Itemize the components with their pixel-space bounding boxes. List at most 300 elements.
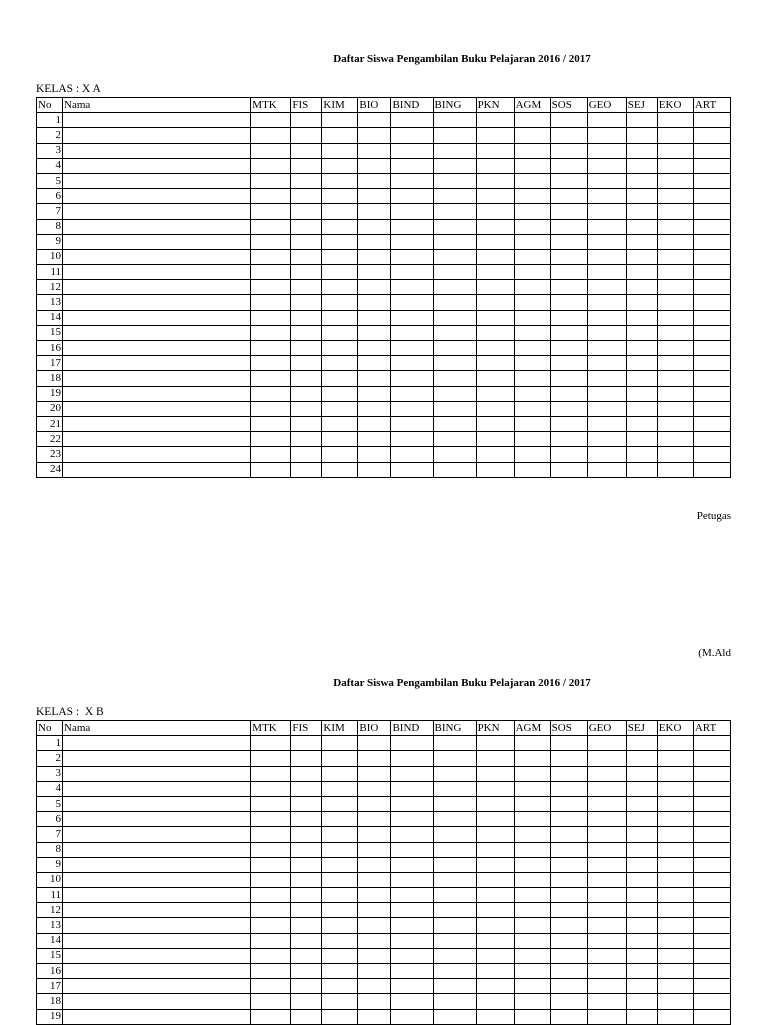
cell-bing[interactable]: [433, 356, 476, 371]
cell-fis[interactable]: [291, 948, 322, 963]
cell-art[interactable]: [693, 903, 730, 918]
cell-art[interactable]: [693, 173, 730, 188]
cell-fis[interactable]: [291, 143, 322, 158]
cell-sos[interactable]: [550, 432, 587, 447]
cell-agm[interactable]: [514, 280, 550, 295]
cell-kim[interactable]: [322, 128, 358, 143]
cell-sej[interactable]: [626, 143, 657, 158]
cell-pkn[interactable]: [476, 766, 514, 781]
cell-sej[interactable]: [626, 842, 657, 857]
cell-bio[interactable]: [358, 416, 391, 431]
cell-nama[interactable]: [63, 781, 251, 796]
cell-pkn[interactable]: [476, 204, 514, 219]
cell-pkn[interactable]: [476, 325, 514, 340]
cell-fis[interactable]: [291, 462, 322, 477]
cell-geo[interactable]: [587, 979, 626, 994]
cell-nama[interactable]: [63, 173, 251, 188]
cell-bind[interactable]: [391, 918, 433, 933]
cell-bio[interactable]: [358, 295, 391, 310]
cell-fis[interactable]: [291, 356, 322, 371]
cell-agm[interactable]: [514, 781, 550, 796]
cell-pkn[interactable]: [476, 356, 514, 371]
cell-pkn[interactable]: [476, 979, 514, 994]
cell-bio[interactable]: [358, 447, 391, 462]
cell-bing[interactable]: [433, 432, 476, 447]
cell-eko[interactable]: [657, 113, 693, 128]
cell-sos[interactable]: [550, 416, 587, 431]
cell-eko[interactable]: [657, 903, 693, 918]
cell-pkn[interactable]: [476, 280, 514, 295]
cell-agm[interactable]: [514, 173, 550, 188]
cell-mtk[interactable]: [251, 432, 291, 447]
cell-kim[interactable]: [322, 401, 358, 416]
cell-bind[interactable]: [391, 857, 433, 872]
cell-bio[interactable]: [358, 462, 391, 477]
cell-sos[interactable]: [550, 933, 587, 948]
cell-bing[interactable]: [433, 325, 476, 340]
cell-bind[interactable]: [391, 979, 433, 994]
cell-sos[interactable]: [550, 204, 587, 219]
cell-agm[interactable]: [514, 964, 550, 979]
cell-eko[interactable]: [657, 751, 693, 766]
cell-bing[interactable]: [433, 872, 476, 887]
cell-pkn[interactable]: [476, 341, 514, 356]
cell-sos[interactable]: [550, 143, 587, 158]
cell-kim[interactable]: [322, 918, 358, 933]
cell-pkn[interactable]: [476, 113, 514, 128]
cell-mtk[interactable]: [251, 128, 291, 143]
cell-fis[interactable]: [291, 736, 322, 751]
cell-geo[interactable]: [587, 781, 626, 796]
cell-bing[interactable]: [433, 173, 476, 188]
cell-bio[interactable]: [358, 1009, 391, 1024]
cell-art[interactable]: [693, 280, 730, 295]
cell-agm[interactable]: [514, 265, 550, 280]
cell-geo[interactable]: [587, 295, 626, 310]
cell-agm[interactable]: [514, 325, 550, 340]
cell-mtk[interactable]: [251, 143, 291, 158]
cell-bing[interactable]: [433, 371, 476, 386]
cell-geo[interactable]: [587, 173, 626, 188]
cell-bind[interactable]: [391, 219, 433, 234]
cell-fis[interactable]: [291, 1009, 322, 1024]
cell-eko[interactable]: [657, 766, 693, 781]
cell-art[interactable]: [693, 933, 730, 948]
cell-sej[interactable]: [626, 979, 657, 994]
cell-mtk[interactable]: [251, 964, 291, 979]
cell-art[interactable]: [693, 143, 730, 158]
cell-geo[interactable]: [587, 432, 626, 447]
cell-bind[interactable]: [391, 173, 433, 188]
cell-eko[interactable]: [657, 964, 693, 979]
cell-eko[interactable]: [657, 447, 693, 462]
cell-bio[interactable]: [358, 796, 391, 811]
cell-fis[interactable]: [291, 371, 322, 386]
cell-fis[interactable]: [291, 842, 322, 857]
cell-agm[interactable]: [514, 432, 550, 447]
cell-pkn[interactable]: [476, 265, 514, 280]
cell-sej[interactable]: [626, 462, 657, 477]
cell-mtk[interactable]: [251, 401, 291, 416]
cell-art[interactable]: [693, 447, 730, 462]
cell-agm[interactable]: [514, 888, 550, 903]
cell-art[interactable]: [693, 249, 730, 264]
cell-sej[interactable]: [626, 280, 657, 295]
cell-eko[interactable]: [657, 432, 693, 447]
cell-mtk[interactable]: [251, 751, 291, 766]
cell-mtk[interactable]: [251, 857, 291, 872]
cell-kim[interactable]: [322, 903, 358, 918]
cell-geo[interactable]: [587, 736, 626, 751]
cell-eko[interactable]: [657, 933, 693, 948]
cell-sos[interactable]: [550, 948, 587, 963]
cell-bio[interactable]: [358, 143, 391, 158]
cell-bind[interactable]: [391, 964, 433, 979]
cell-eko[interactable]: [657, 872, 693, 887]
cell-geo[interactable]: [587, 265, 626, 280]
cell-mtk[interactable]: [251, 204, 291, 219]
cell-geo[interactable]: [587, 416, 626, 431]
cell-geo[interactable]: [587, 948, 626, 963]
cell-mtk[interactable]: [251, 249, 291, 264]
cell-kim[interactable]: [322, 766, 358, 781]
cell-kim[interactable]: [322, 158, 358, 173]
cell-art[interactable]: [693, 416, 730, 431]
cell-kim[interactable]: [322, 386, 358, 401]
cell-art[interactable]: [693, 371, 730, 386]
cell-kim[interactable]: [322, 371, 358, 386]
cell-fis[interactable]: [291, 249, 322, 264]
cell-bind[interactable]: [391, 128, 433, 143]
cell-kim[interactable]: [322, 189, 358, 204]
cell-eko[interactable]: [657, 356, 693, 371]
cell-agm[interactable]: [514, 356, 550, 371]
cell-eko[interactable]: [657, 948, 693, 963]
cell-mtk[interactable]: [251, 356, 291, 371]
cell-agm[interactable]: [514, 827, 550, 842]
cell-bio[interactable]: [358, 234, 391, 249]
cell-bing[interactable]: [433, 857, 476, 872]
cell-agm[interactable]: [514, 386, 550, 401]
cell-agm[interactable]: [514, 736, 550, 751]
cell-bio[interactable]: [358, 341, 391, 356]
cell-geo[interactable]: [587, 827, 626, 842]
cell-bio[interactable]: [358, 265, 391, 280]
cell-fis[interactable]: [291, 310, 322, 325]
cell-nama[interactable]: [63, 979, 251, 994]
cell-geo[interactable]: [587, 356, 626, 371]
cell-bind[interactable]: [391, 812, 433, 827]
cell-eko[interactable]: [657, 128, 693, 143]
cell-bind[interactable]: [391, 234, 433, 249]
cell-art[interactable]: [693, 432, 730, 447]
cell-eko[interactable]: [657, 1009, 693, 1024]
cell-kim[interactable]: [322, 827, 358, 842]
cell-pkn[interactable]: [476, 189, 514, 204]
cell-eko[interactable]: [657, 249, 693, 264]
cell-agm[interactable]: [514, 447, 550, 462]
cell-nama[interactable]: [63, 948, 251, 963]
cell-bing[interactable]: [433, 128, 476, 143]
cell-geo[interactable]: [587, 249, 626, 264]
cell-sej[interactable]: [626, 158, 657, 173]
cell-kim[interactable]: [322, 751, 358, 766]
cell-sos[interactable]: [550, 234, 587, 249]
cell-nama[interactable]: [63, 113, 251, 128]
cell-art[interactable]: [693, 1009, 730, 1024]
cell-sos[interactable]: [550, 310, 587, 325]
cell-sos[interactable]: [550, 751, 587, 766]
cell-bind[interactable]: [391, 113, 433, 128]
cell-bing[interactable]: [433, 736, 476, 751]
cell-sos[interactable]: [550, 158, 587, 173]
cell-bind[interactable]: [391, 143, 433, 158]
cell-bing[interactable]: [433, 280, 476, 295]
cell-sej[interactable]: [626, 204, 657, 219]
cell-art[interactable]: [693, 888, 730, 903]
cell-bio[interactable]: [358, 857, 391, 872]
cell-nama[interactable]: [63, 736, 251, 751]
cell-sos[interactable]: [550, 295, 587, 310]
cell-art[interactable]: [693, 158, 730, 173]
cell-geo[interactable]: [587, 994, 626, 1009]
cell-bing[interactable]: [433, 158, 476, 173]
cell-bio[interactable]: [358, 994, 391, 1009]
cell-pkn[interactable]: [476, 857, 514, 872]
cell-agm[interactable]: [514, 766, 550, 781]
cell-sos[interactable]: [550, 918, 587, 933]
cell-agm[interactable]: [514, 341, 550, 356]
cell-geo[interactable]: [587, 1009, 626, 1024]
cell-pkn[interactable]: [476, 903, 514, 918]
cell-agm[interactable]: [514, 796, 550, 811]
cell-bing[interactable]: [433, 416, 476, 431]
cell-nama[interactable]: [63, 432, 251, 447]
cell-eko[interactable]: [657, 325, 693, 340]
cell-bing[interactable]: [433, 766, 476, 781]
cell-bind[interactable]: [391, 280, 433, 295]
cell-sos[interactable]: [550, 401, 587, 416]
cell-mtk[interactable]: [251, 918, 291, 933]
cell-art[interactable]: [693, 295, 730, 310]
cell-art[interactable]: [693, 964, 730, 979]
cell-bind[interactable]: [391, 1009, 433, 1024]
cell-fis[interactable]: [291, 979, 322, 994]
cell-sos[interactable]: [550, 325, 587, 340]
cell-kim[interactable]: [322, 341, 358, 356]
cell-fis[interactable]: [291, 325, 322, 340]
cell-geo[interactable]: [587, 310, 626, 325]
cell-mtk[interactable]: [251, 827, 291, 842]
cell-agm[interactable]: [514, 1009, 550, 1024]
cell-pkn[interactable]: [476, 158, 514, 173]
cell-kim[interactable]: [322, 416, 358, 431]
cell-eko[interactable]: [657, 416, 693, 431]
cell-sej[interactable]: [626, 386, 657, 401]
cell-fis[interactable]: [291, 341, 322, 356]
cell-agm[interactable]: [514, 128, 550, 143]
cell-pkn[interactable]: [476, 827, 514, 842]
cell-bing[interactable]: [433, 249, 476, 264]
cell-mtk[interactable]: [251, 189, 291, 204]
cell-sej[interactable]: [626, 903, 657, 918]
cell-fis[interactable]: [291, 295, 322, 310]
cell-pkn[interactable]: [476, 128, 514, 143]
cell-mtk[interactable]: [251, 994, 291, 1009]
cell-eko[interactable]: [657, 401, 693, 416]
cell-eko[interactable]: [657, 234, 693, 249]
cell-sos[interactable]: [550, 842, 587, 857]
cell-bind[interactable]: [391, 386, 433, 401]
cell-art[interactable]: [693, 827, 730, 842]
cell-kim[interactable]: [322, 842, 358, 857]
cell-geo[interactable]: [587, 462, 626, 477]
cell-geo[interactable]: [587, 401, 626, 416]
cell-sej[interactable]: [626, 1009, 657, 1024]
cell-bing[interactable]: [433, 341, 476, 356]
cell-geo[interactable]: [587, 234, 626, 249]
cell-bing[interactable]: [433, 781, 476, 796]
cell-geo[interactable]: [587, 204, 626, 219]
cell-sos[interactable]: [550, 447, 587, 462]
cell-art[interactable]: [693, 265, 730, 280]
cell-agm[interactable]: [514, 219, 550, 234]
cell-pkn[interactable]: [476, 781, 514, 796]
cell-mtk[interactable]: [251, 371, 291, 386]
cell-kim[interactable]: [322, 234, 358, 249]
cell-fis[interactable]: [291, 751, 322, 766]
cell-sos[interactable]: [550, 128, 587, 143]
cell-geo[interactable]: [587, 812, 626, 827]
cell-geo[interactable]: [587, 189, 626, 204]
cell-fis[interactable]: [291, 280, 322, 295]
cell-geo[interactable]: [587, 280, 626, 295]
cell-pkn[interactable]: [476, 432, 514, 447]
cell-sej[interactable]: [626, 933, 657, 948]
cell-sej[interactable]: [626, 128, 657, 143]
cell-eko[interactable]: [657, 189, 693, 204]
cell-fis[interactable]: [291, 416, 322, 431]
cell-bio[interactable]: [358, 173, 391, 188]
cell-bing[interactable]: [433, 888, 476, 903]
cell-fis[interactable]: [291, 432, 322, 447]
cell-mtk[interactable]: [251, 219, 291, 234]
cell-bing[interactable]: [433, 1009, 476, 1024]
cell-sos[interactable]: [550, 386, 587, 401]
cell-pkn[interactable]: [476, 933, 514, 948]
cell-kim[interactable]: [322, 736, 358, 751]
cell-fis[interactable]: [291, 872, 322, 887]
cell-bing[interactable]: [433, 903, 476, 918]
cell-bing[interactable]: [433, 113, 476, 128]
cell-sos[interactable]: [550, 781, 587, 796]
cell-bio[interactable]: [358, 280, 391, 295]
cell-nama[interactable]: [63, 234, 251, 249]
cell-eko[interactable]: [657, 204, 693, 219]
cell-sos[interactable]: [550, 903, 587, 918]
cell-art[interactable]: [693, 918, 730, 933]
cell-eko[interactable]: [657, 812, 693, 827]
cell-nama[interactable]: [63, 827, 251, 842]
cell-fis[interactable]: [291, 447, 322, 462]
cell-mtk[interactable]: [251, 842, 291, 857]
cell-art[interactable]: [693, 796, 730, 811]
cell-sos[interactable]: [550, 994, 587, 1009]
cell-agm[interactable]: [514, 189, 550, 204]
cell-eko[interactable]: [657, 994, 693, 1009]
cell-bind[interactable]: [391, 766, 433, 781]
cell-art[interactable]: [693, 386, 730, 401]
cell-bing[interactable]: [433, 994, 476, 1009]
cell-kim[interactable]: [322, 265, 358, 280]
cell-agm[interactable]: [514, 371, 550, 386]
cell-eko[interactable]: [657, 280, 693, 295]
cell-bio[interactable]: [358, 325, 391, 340]
cell-art[interactable]: [693, 781, 730, 796]
cell-bing[interactable]: [433, 310, 476, 325]
cell-bio[interactable]: [358, 219, 391, 234]
cell-nama[interactable]: [63, 903, 251, 918]
cell-pkn[interactable]: [476, 812, 514, 827]
cell-geo[interactable]: [587, 903, 626, 918]
cell-bing[interactable]: [433, 842, 476, 857]
cell-geo[interactable]: [587, 857, 626, 872]
cell-nama[interactable]: [63, 204, 251, 219]
cell-bio[interactable]: [358, 736, 391, 751]
cell-kim[interactable]: [322, 1009, 358, 1024]
cell-sos[interactable]: [550, 796, 587, 811]
cell-sej[interactable]: [626, 113, 657, 128]
cell-bing[interactable]: [433, 234, 476, 249]
cell-nama[interactable]: [63, 219, 251, 234]
cell-bio[interactable]: [358, 842, 391, 857]
cell-pkn[interactable]: [476, 948, 514, 963]
cell-fis[interactable]: [291, 888, 322, 903]
cell-mtk[interactable]: [251, 979, 291, 994]
cell-sos[interactable]: [550, 1009, 587, 1024]
cell-sos[interactable]: [550, 827, 587, 842]
cell-mtk[interactable]: [251, 158, 291, 173]
cell-fis[interactable]: [291, 189, 322, 204]
cell-sej[interactable]: [626, 766, 657, 781]
cell-bing[interactable]: [433, 933, 476, 948]
cell-geo[interactable]: [587, 964, 626, 979]
cell-bind[interactable]: [391, 842, 433, 857]
cell-art[interactable]: [693, 113, 730, 128]
cell-eko[interactable]: [657, 979, 693, 994]
cell-eko[interactable]: [657, 462, 693, 477]
cell-fis[interactable]: [291, 857, 322, 872]
cell-kim[interactable]: [322, 310, 358, 325]
cell-kim[interactable]: [322, 432, 358, 447]
cell-kim[interactable]: [322, 857, 358, 872]
cell-bing[interactable]: [433, 796, 476, 811]
cell-bind[interactable]: [391, 827, 433, 842]
cell-agm[interactable]: [514, 401, 550, 416]
cell-sos[interactable]: [550, 189, 587, 204]
cell-mtk[interactable]: [251, 341, 291, 356]
cell-nama[interactable]: [63, 1009, 251, 1024]
cell-bind[interactable]: [391, 796, 433, 811]
cell-kim[interactable]: [322, 249, 358, 264]
cell-eko[interactable]: [657, 295, 693, 310]
cell-nama[interactable]: [63, 994, 251, 1009]
cell-sos[interactable]: [550, 265, 587, 280]
cell-bind[interactable]: [391, 249, 433, 264]
cell-art[interactable]: [693, 401, 730, 416]
cell-kim[interactable]: [322, 964, 358, 979]
cell-kim[interactable]: [322, 888, 358, 903]
